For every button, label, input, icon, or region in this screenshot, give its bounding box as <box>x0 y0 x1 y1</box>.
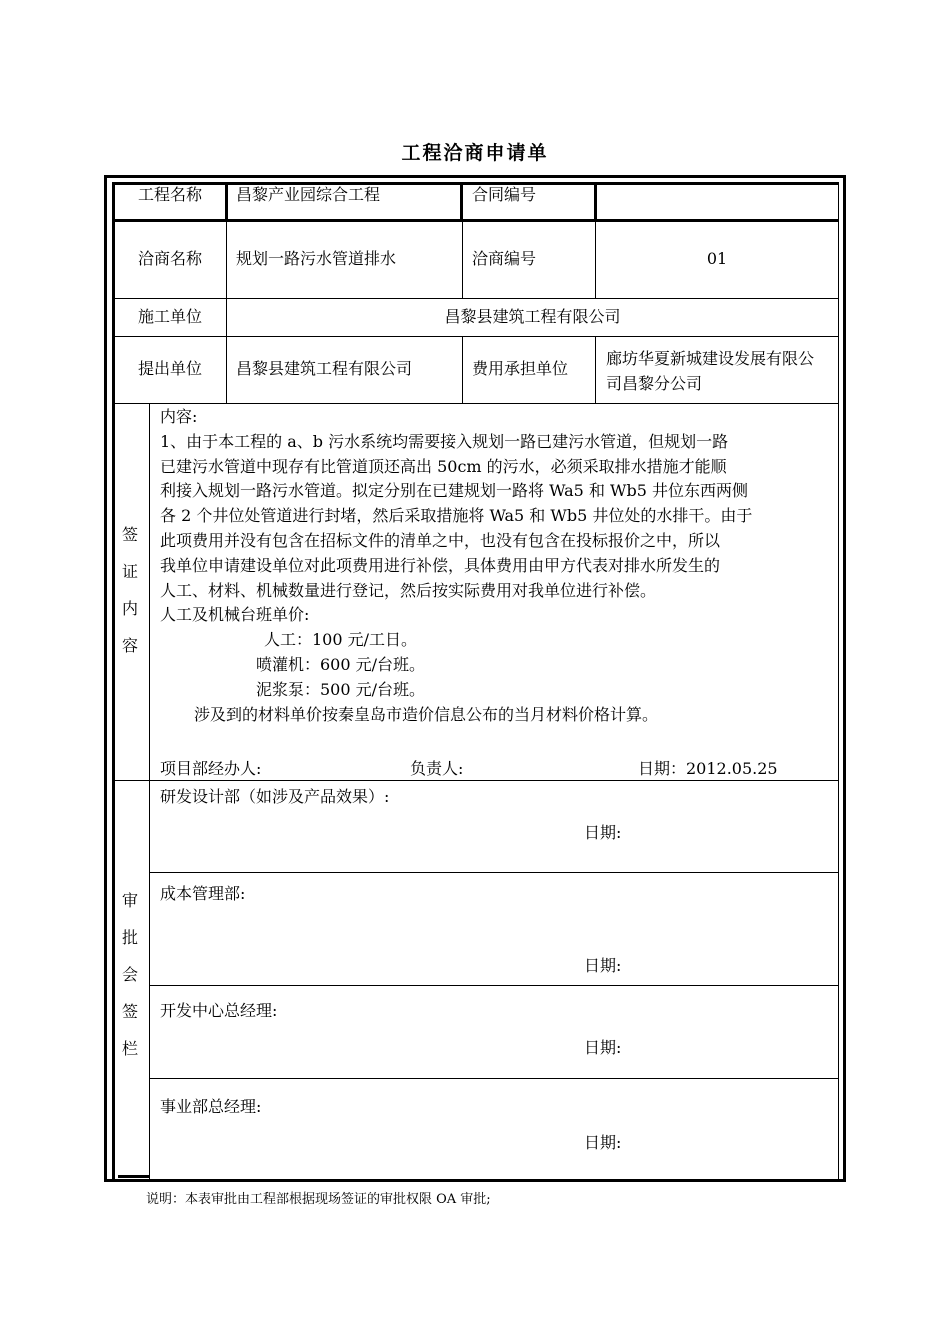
content-line: 1、由于本工程的 a、b 污水系统均需要接入规划一路已建污水管道，但规划一路 <box>160 431 729 451</box>
division-gm-label: 事业部总经理: <box>160 1097 262 1116</box>
contract-no-label: 合同编号 <box>472 185 537 204</box>
construction-unit-value: 昌黎县建筑工程有限公司 <box>444 307 621 326</box>
project-name-value: 昌黎产业园综合工程 <box>236 185 381 204</box>
footer-note: 说明：本表审批由工程部根据现场签证的审批权限 OA 审批; <box>146 1192 491 1207</box>
dev-center-gm-date: 日期: <box>584 1038 622 1057</box>
col-rule <box>594 182 597 222</box>
content-line: 各 2 个井位处管道进行封堵，然后采取措施将 Wa5 和 Wb5 井位处的水排干。由于 <box>160 506 753 526</box>
price-sprayer: 喷灌机：600 元/台班。 <box>256 654 426 674</box>
handler-label: 项目部经办人: <box>160 759 262 778</box>
negotiation-no-value: 01 <box>706 249 728 268</box>
row-rule <box>112 403 839 404</box>
proposer-value: 昌黎县建筑工程有限公司 <box>236 359 413 378</box>
approval-side-char: 栏 <box>121 1039 138 1058</box>
dev-center-gm-label: 开发中心总经理: <box>160 1001 278 1020</box>
content-line: 已建污水管道中现存有比管道顶还高出 50cm 的污水，必须采取排水措施才能顺 <box>160 456 727 476</box>
visa-side-char: 容 <box>121 636 138 655</box>
row-rule <box>112 336 839 337</box>
price-mud-pump: 泥浆泵：500 元/台班。 <box>256 679 426 699</box>
row-rule <box>150 1078 839 1079</box>
approval-side-char: 会 <box>121 965 138 984</box>
row-rule <box>112 219 839 222</box>
negotiation-name-value: 规划一路污水管道排水 <box>236 249 397 268</box>
visa-side-char: 证 <box>121 562 138 581</box>
negotiation-name-label: 洽商名称 <box>137 249 202 268</box>
material-note: 涉及到的材料单价按秦皇岛市造价信息公布的当月材料价格计算。 <box>194 704 659 724</box>
visa-side-char: 签 <box>121 525 138 544</box>
responsible-label: 负责人: <box>410 759 464 778</box>
visa-side-char: 内 <box>121 599 138 618</box>
approval-side-char: 批 <box>121 928 138 947</box>
row-rule <box>150 872 839 873</box>
proposer-label: 提出单位 <box>137 359 202 378</box>
content-line: 我单位申请建设单位对此项费用进行补偿，具体费用由甲方代表对排水所发生的 <box>160 555 721 575</box>
cost-management-label: 成本管理部: <box>160 884 246 903</box>
price-labor: 人工：100 元/工日。 <box>264 630 418 650</box>
content-heading: 内容: <box>160 407 198 426</box>
content-line: 人工、材料、机械数量进行登记，然后按实际费用对我单位进行补偿。 <box>160 580 657 600</box>
col-rule <box>462 336 463 403</box>
corner-rule <box>118 1175 150 1178</box>
col-rule <box>462 222 463 298</box>
approval-side-char: 审 <box>121 891 138 910</box>
row-rule <box>150 985 839 986</box>
visa-side-label <box>110 516 150 664</box>
approval-side-char: 签 <box>121 1002 138 1021</box>
rd-design-date: 日期: <box>584 823 622 842</box>
page-title: 工程洽商申请单 <box>401 142 549 164</box>
negotiation-no-label: 洽商编号 <box>472 249 537 268</box>
visa-date: 日期：2012.05.25 <box>638 759 778 778</box>
cost-bearer-label: 费用承担单位 <box>472 359 569 378</box>
col-rule <box>225 182 228 222</box>
price-heading: 人工及机械台班单价: <box>160 605 310 625</box>
content-line: 此项费用并没有包含在招标文件的清单之中，也没有包含在投标报价之中，所以 <box>160 530 721 550</box>
project-name-label: 工程名称 <box>137 185 202 204</box>
col-rule <box>460 182 463 222</box>
col-rule <box>595 336 596 403</box>
construction-unit-label: 施工单位 <box>137 307 202 326</box>
content-line: 利接入规划一路污水管道。拟定分别在已建规划一路将 Wa5 和 Wb5 井位东西两侧 <box>160 481 748 501</box>
row-rule <box>112 780 839 781</box>
rd-design-label: 研发设计部（如涉及产品效果）: <box>160 787 390 806</box>
cost-management-date: 日期: <box>584 956 622 975</box>
row-rule <box>112 298 839 299</box>
division-gm-date: 日期: <box>584 1133 622 1152</box>
cost-bearer-value: 廊坊华夏新城建设发展有限公司昌黎分公司 <box>606 349 815 393</box>
visa-content <box>160 405 840 727</box>
approval-side-label <box>110 882 150 1067</box>
